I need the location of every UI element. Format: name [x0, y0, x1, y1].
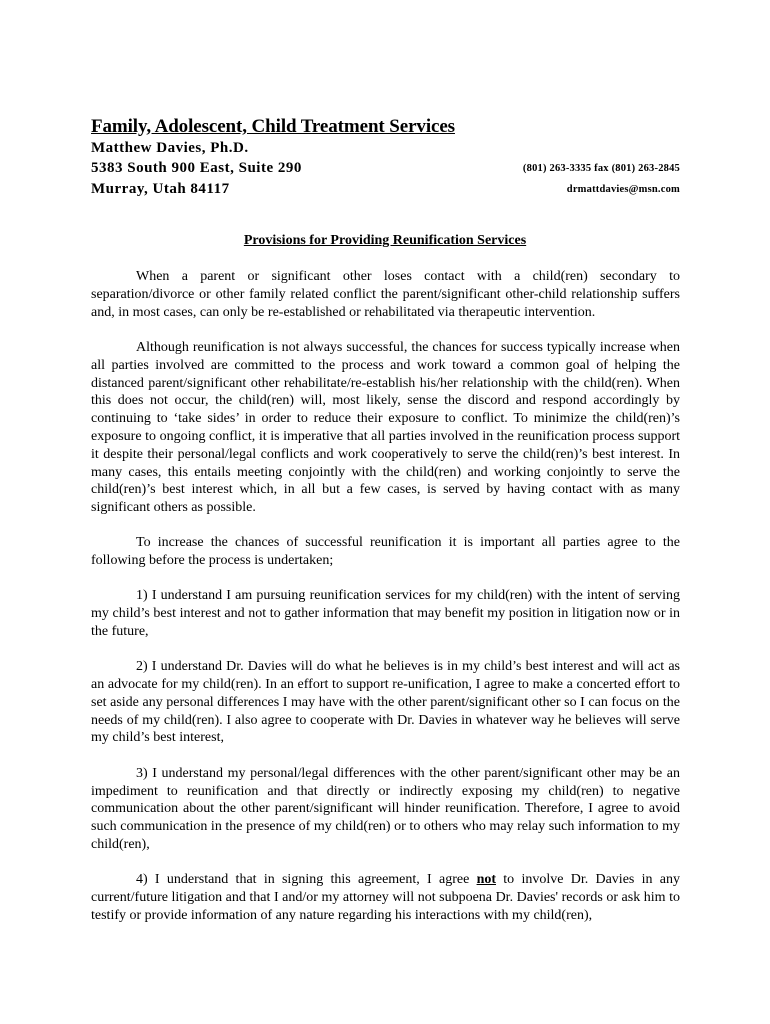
- document-body: [91, 268, 680, 942]
- provision-item-1: 1) I understand I am pursuing reunification services for my child(ren) with the intent of serving my child’s best interest and not to gather information that may benefit my position in litigation now or in the future,: [91, 588, 680, 639]
- provision-item-4: [91, 871, 680, 924]
- document-title: Provisions for Providing Reunification Services: [243, 233, 527, 248]
- street-address: 5383 South 900 East, Suite 290: [91, 160, 302, 176]
- email-address: drmattdavies@msn.com: [566, 184, 680, 195]
- clinician-name: Matthew Davies, Ph.D.: [91, 140, 249, 156]
- organization-name: Family, Adolescent, Child Treatment Services: [91, 116, 455, 137]
- paragraph-agreement-lead: To increase the chances of successful reunification it is important all parties agree to the following before the process is undertaken;: [91, 534, 680, 568]
- city-line: [91, 181, 680, 198]
- city-state-zip: Murray, Utah 84117: [91, 181, 230, 197]
- address-line: [91, 160, 680, 177]
- provision-item-3: 3) I understand my personal/legal differences with the other parent/significant other may be an impediment to reunification and that directly or indirectly exposing my child(ren) to negative communication about the other parent/significant will hinder reunification. Therefore, I agree to avoid such communication in the presence of my child(ren) or to others who may relay such information to my child(ren),: [91, 765, 680, 852]
- paragraph-intro: When a parent or significant other loses contact with a child(ren) secondary to separation/divorce or other family related conflict the parent/significant other-child relationship suffers and, in most cases, can only be re-established or rehabilitated via therapeutic intervention.: [91, 269, 680, 320]
- emphasis-not: not: [476, 872, 497, 888]
- provision-item-4-after: to involve Dr. Davies in any current/future litigation and that I and/or my attorney will not subpoena Dr. Davies' records or ask him to testify or provide information of any nature regarding his interactions with my child(ren),: [91, 872, 680, 923]
- paragraph-reunification: Although reunification is not always successful, the chances for success typically increase when all parties involved are committed to the process and work toward a common goal of helping the distanced parent/significant other rehabilitate/re-establish his/her relationship with the child(ren). When this does not occur, the child(ren) will, most likely, sense the discord and respond accordingly by continuing to ‘take sides’ in order to reduce their exposure to conflict. To minimize the child(ren)’s exposure to ongoing conflict, it is imperative that all parties involved in the reunification process support it despite their personal/legal conflicts and work cooperatively to serve the child(ren)’s best interest. In many cases, this entails meeting conjointly with the child(ren) and working conjointly to serve the child(ren)’s best interest which, in all but a few cases, is served by having contact with as many significant others as possible.: [91, 339, 680, 516]
- provision-item-2: 2) I understand Dr. Davies will do what he believes is in my child’s best interest and will act as an advocate for my child(ren). In an effort to support re-unification, I agree to make a concerted effort to set aside any personal differences I may have with the other parent/significant other so I can focus on the needs of my child(ren). I also agree to cooperate with Dr. Davies in whatever way he believes will serve my child’s best interest,: [91, 659, 680, 746]
- provision-item-4-before: 4) I understand that in signing this agreement, I agree: [136, 872, 477, 888]
- phone-fax: (801) 263-3335 fax (801) 263-2845: [522, 163, 680, 174]
